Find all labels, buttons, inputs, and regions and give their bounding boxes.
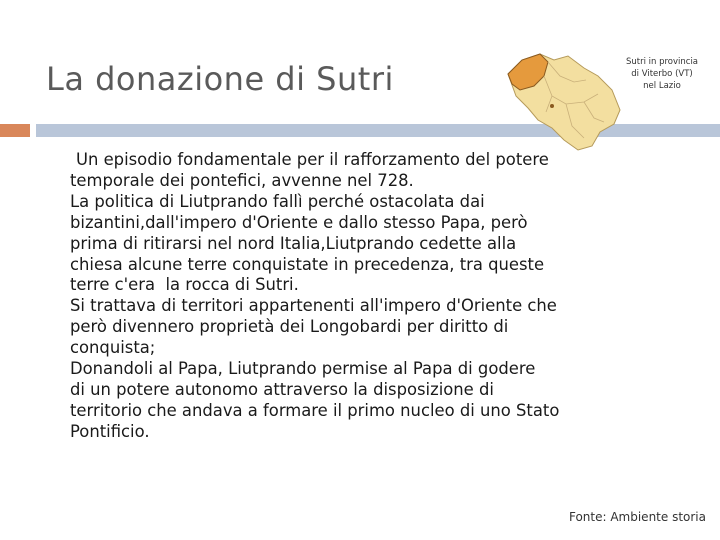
body-line: territorio che andava a formare il primo nucleo di uno Stato [70, 400, 560, 420]
body-text [70, 150, 680, 443]
body-line: però divennero proprietà dei Longobardi per diritto di [70, 317, 509, 337]
accent-bar-orange [0, 124, 30, 137]
body-line: Si trattava di territori appartenenti all'impero d'Oriente che [70, 296, 557, 316]
slide-title: La donazione di Sutri [46, 60, 394, 98]
body-line: di un potere autonomo attraverso la disposizione di [70, 379, 494, 399]
body-line: chiesa alcune terre conquistate in precedenza, tra queste [70, 254, 545, 274]
body-line: terre c'era la rocca di Sutri. [70, 275, 299, 295]
source-credit: Fonte: Ambiente storia [568, 510, 706, 524]
body-line: temporale dei pontefici, avvenne nel 728. [70, 170, 414, 190]
rome-marker [550, 104, 554, 108]
body-line: La politica di Liutprando fallì perché ostacolata dai [70, 191, 485, 211]
map-caption-line: di Viterbo (VT) [631, 69, 693, 79]
body-line: Pontificio. [70, 421, 150, 441]
lazio-map [494, 46, 626, 154]
body-line: bizantini,dall'impero d'Oriente e dallo stesso Papa, però [70, 212, 528, 232]
body-line: prima di ritirarsi nel nord Italia,Liutprando cedette alla [70, 233, 517, 253]
body-line: conquista; [70, 338, 156, 358]
map-caption [612, 56, 712, 92]
map-caption-line: Sutri in provincia [625, 57, 699, 67]
body-line: Donandoli al Papa, Liutprando permise al Papa di godere [70, 359, 536, 379]
map-caption-line: nel Lazio [643, 81, 681, 91]
body-line: Un episodio fondamentale per il rafforzamento del potere [76, 150, 549, 169]
